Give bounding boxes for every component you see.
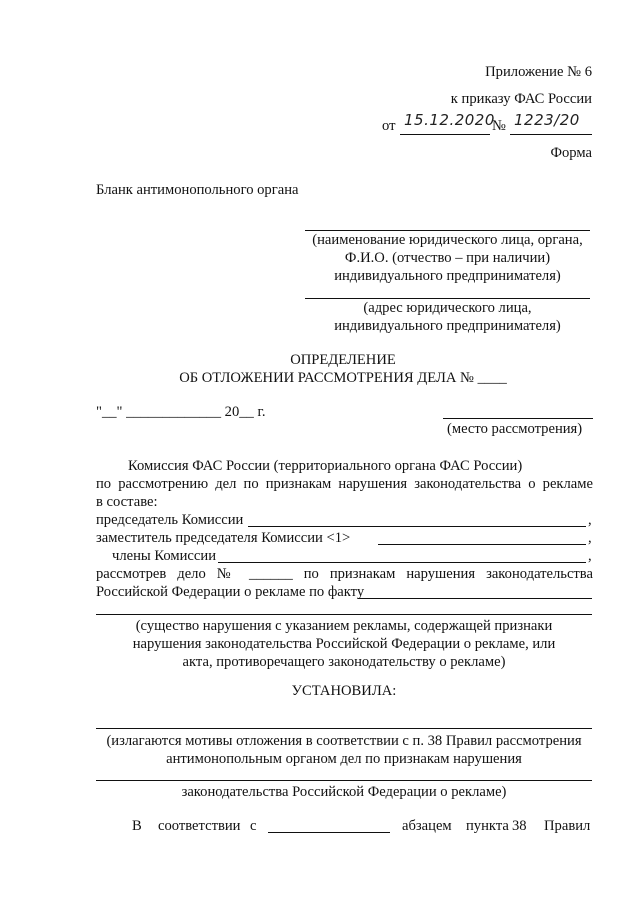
number-label: №	[492, 118, 506, 134]
place-line	[443, 418, 593, 419]
addressee-name-line	[305, 230, 590, 231]
handwritten-number: 1223/20	[514, 111, 580, 129]
from-label: от	[382, 118, 396, 134]
chair-line	[248, 526, 586, 527]
intro-line-2: по рассмотрению дел по признакам нарушения законодательства о рекламе	[96, 476, 593, 492]
document-title: ОПРЕДЕЛЕНИЕ	[290, 352, 396, 368]
accordance-word-6: 38	[512, 818, 527, 834]
accordance-word-5: пункта	[466, 818, 509, 834]
intro-line-1	[128, 458, 593, 475]
form-label: Форма	[550, 145, 592, 161]
essence-caption-3: акта, противоречащего законодательству о рекламе)	[182, 654, 506, 670]
intro-line-3: в составе:	[96, 494, 158, 510]
number-underline	[510, 134, 592, 135]
order-reference: к приказу ФАС России	[450, 91, 592, 107]
appendix-label: Приложение № 6	[485, 64, 592, 80]
accordance-word-4: абзацем	[402, 818, 452, 834]
date-blank: "__" _____________ 20__ г.	[96, 404, 266, 420]
deputy-line	[378, 544, 586, 545]
motives-caption-1: (излагаются мотивы отложения в соответствии с п. 38 Правил рассмотрения	[106, 733, 582, 749]
name-caption-2: Ф.И.О. (отчество – при наличии)	[344, 250, 551, 266]
motives-caption-2: антимонопольным органом дел по признакам нарушения	[166, 751, 522, 767]
deputy-comma: ,	[588, 530, 592, 546]
accordance-word-1: В	[132, 818, 142, 834]
document-subtitle: ОБ ОТЛОЖЕНИИ РАССМОТРЕНИЯ ДЕЛА № ____	[179, 370, 507, 386]
essence-caption-2: нарушения законодательства Российской Федерации о рекламе, или	[132, 636, 556, 652]
members-label: члены Комиссии	[112, 548, 217, 564]
chair-comma: ,	[588, 512, 592, 528]
name-caption-3: индивидуального предпринимателя)	[334, 268, 561, 284]
accordance-word-2: соответствии	[158, 818, 241, 834]
deputy-label: заместитель председателя Комиссии <1>	[96, 530, 351, 546]
handwritten-date: 15.12.2020	[404, 111, 495, 129]
blank-label: Бланк антимонопольного органа	[96, 182, 299, 198]
motives-caption-3: законодательства Российской Федерации о рекламе)	[181, 784, 507, 800]
place-caption: (место рассмотрения)	[447, 421, 583, 437]
accordance-word-3: с	[250, 818, 257, 834]
motives-line-1	[96, 728, 592, 729]
addressee-address-line	[305, 298, 590, 299]
intro-text-1: Комиссия ФАС России (территориального органа ФАС России)	[128, 458, 523, 474]
considered-line-1: рассмотрев дело № ______ по признакам нарушения законодательства	[96, 566, 593, 582]
address-caption-2: индивидуального предпринимателя)	[334, 318, 561, 334]
fact-line-2	[96, 614, 592, 615]
accordance-blank	[268, 832, 390, 833]
established-heading: УСТАНОВИЛА:	[291, 683, 397, 699]
date-underline	[400, 134, 490, 135]
members-comma: ,	[588, 548, 592, 564]
accordance-word-7: Правил	[544, 818, 591, 834]
name-caption-1: (наименование юридического лица, органа,	[312, 232, 583, 248]
considered-line-2: Российской Федерации о рекламе по факту	[96, 584, 365, 600]
members-line	[218, 562, 586, 563]
fact-line-1	[358, 598, 592, 599]
motives-line-2	[96, 780, 592, 781]
chair-label: председатель Комиссии	[96, 512, 244, 528]
address-caption-1: (адрес юридического лица,	[363, 300, 532, 316]
essence-caption-1: (существо нарушения с указанием рекламы, содержащей признаки	[135, 618, 553, 634]
